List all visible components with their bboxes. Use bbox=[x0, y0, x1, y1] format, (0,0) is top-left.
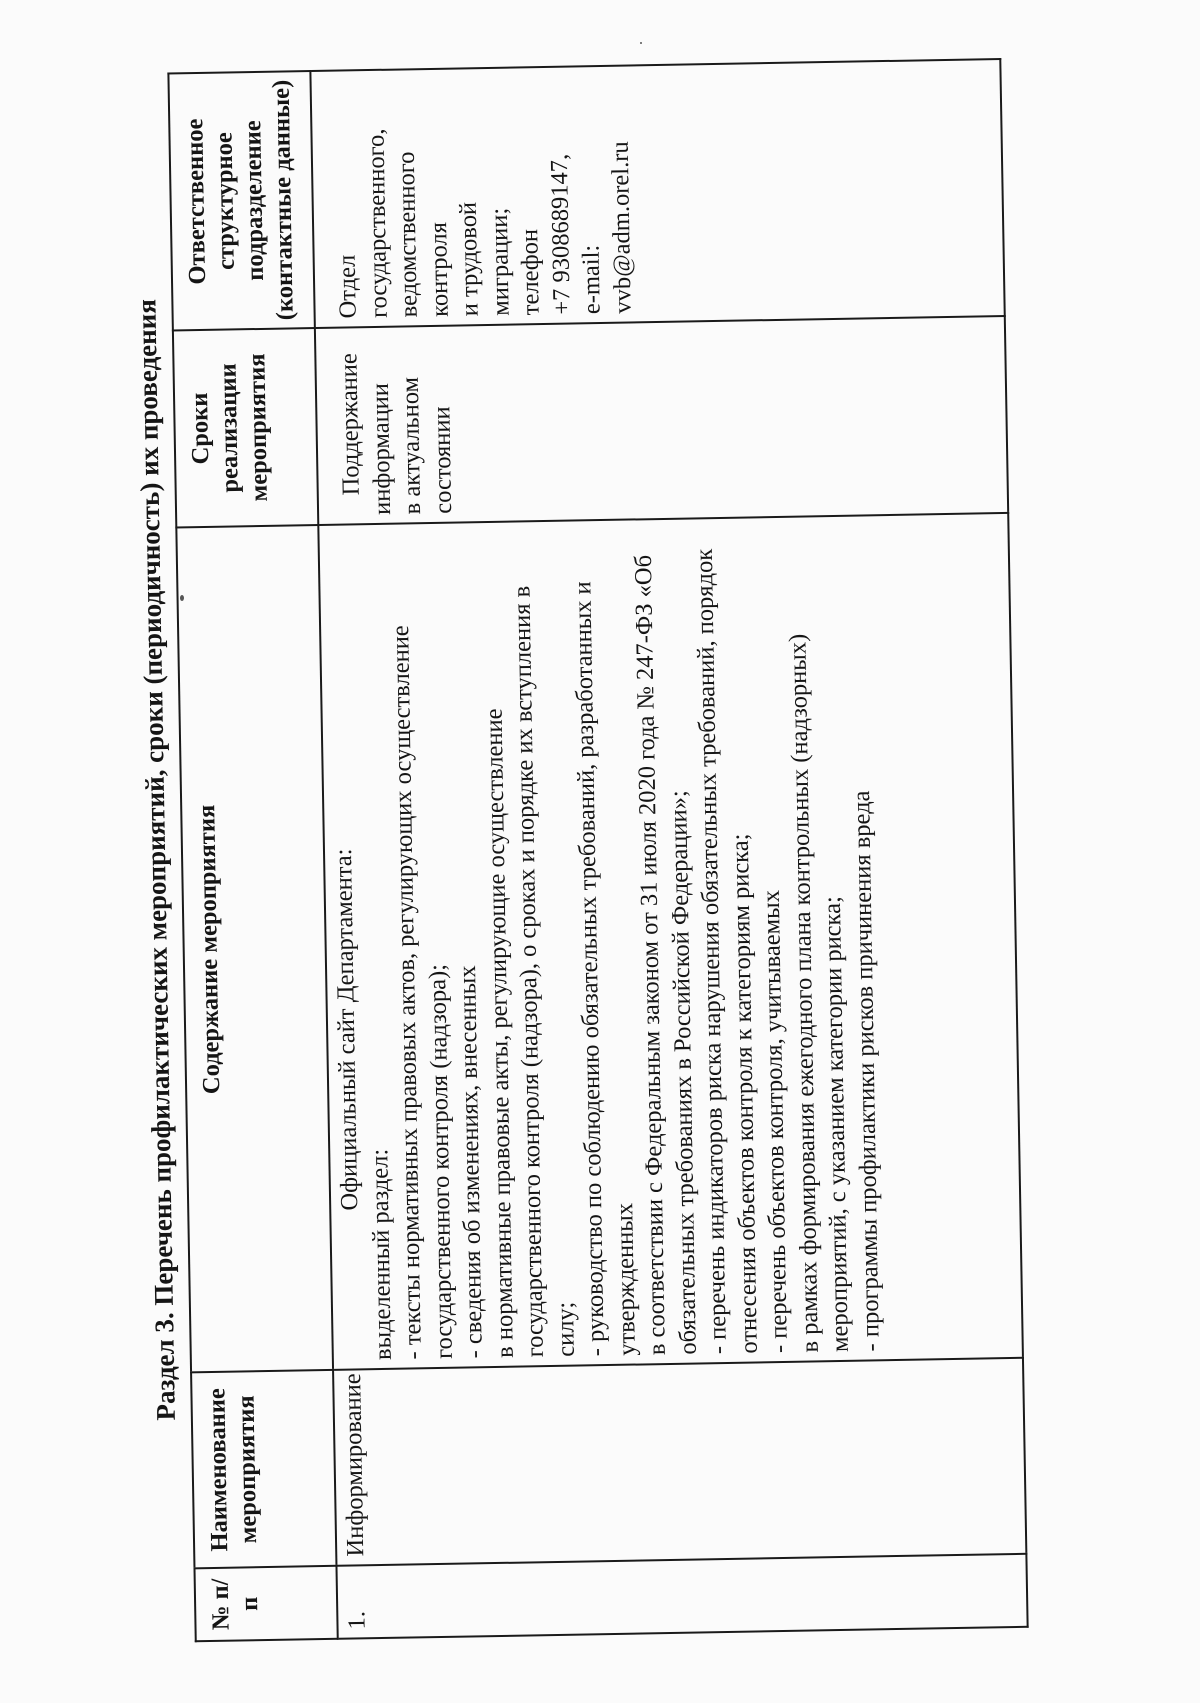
dept-line: и трудовой bbox=[454, 201, 484, 317]
dept-email: vvb@adm.orel.ru bbox=[606, 141, 637, 314]
content-body: выделенный раздел: - тексты нормативных правовых актов, регулирующих осуществление государственного контроля (надзора); - сведения об изменениях, внесенных в нормативные правовые акты, регулирующие осуществление государственного контроля (надзора), о сроках и порядке их вступления в силу; - руководство по соблюдению обязательных требований, разработанных и утвержденных в соответствии с Федеральным законом от 31 июля 2020 года № 247-ФЗ «Об обязательных требованиях в Российской Федерации»; - перечень индикаторов риска нарушения обязательных требований, порядок отнесения объектов контроля к категориям риска; - перечень объектов контроля, учитываемых в рамках формирования ежегодного плана контрольных (надзорных) мероприятий, с указанием категории риска; - программы профилактики рисков причинения вреда bbox=[365, 548, 885, 1361]
dept-line: контроля bbox=[424, 221, 454, 318]
row-event-terms bbox=[315, 316, 1008, 525]
header-event-content: Содержание мероприятия bbox=[176, 525, 333, 1372]
terms-first-line: Поддержание bbox=[335, 352, 365, 496]
dept-line: e-mail: bbox=[577, 244, 606, 315]
header-responsible-dept: Ответственное структурное подразделение (контактные данные) bbox=[168, 71, 314, 330]
table-row bbox=[310, 59, 1027, 1639]
dept-line: ведомственного bbox=[392, 151, 423, 318]
row-responsible-dept bbox=[310, 59, 1004, 328]
row-event-name: Информирование bbox=[333, 1358, 1026, 1566]
header-event-terms: Сроки реализации мероприятия bbox=[173, 328, 318, 527]
dept-line: телефон bbox=[516, 228, 545, 316]
content-first-line: Официальный сайт Департамента: bbox=[329, 848, 364, 1211]
dept-line: миграции; bbox=[485, 207, 515, 316]
dept-line: Отдел bbox=[333, 254, 362, 319]
dept-phone: +7 9308689147, bbox=[545, 153, 576, 315]
terms-body: информации в актуальном состоянии bbox=[366, 376, 457, 516]
header-number: № п/п bbox=[194, 1566, 337, 1641]
events-table bbox=[167, 58, 1028, 1642]
header-event-name: Наименование мероприятия bbox=[191, 1370, 336, 1568]
rotated-page bbox=[127, 45, 1200, 1655]
table-header-row bbox=[168, 71, 337, 1641]
scan-speck bbox=[640, 42, 642, 44]
section-title: Раздел 3. Перечень профилактических мероприятий, сроки (периодичность) их проведения bbox=[131, 298, 181, 1421]
row-event-content bbox=[318, 513, 1023, 1370]
dept-line: государственного, bbox=[361, 128, 393, 319]
row-number: 1. bbox=[336, 1554, 1027, 1639]
